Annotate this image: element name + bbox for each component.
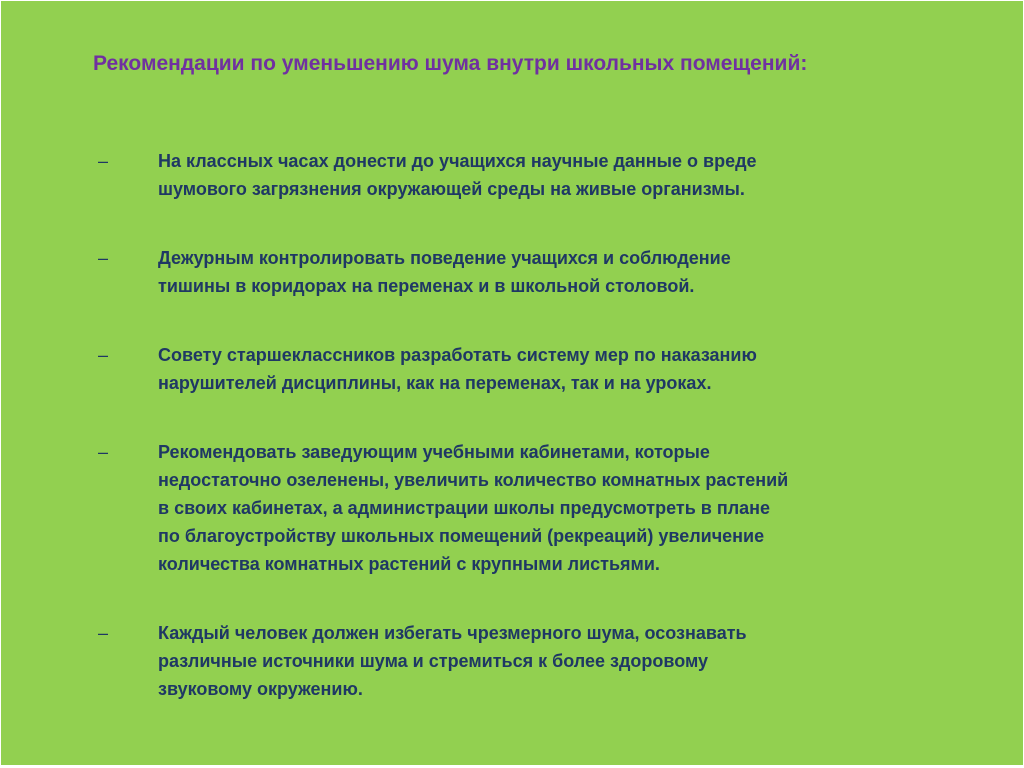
list-item — [1, 341, 1001, 397]
list-item — [1, 147, 1001, 203]
list-item-text: Дежурным контролировать поведение учащихся и соблюдение тишины в коридорах на переменах и в школьной столовой. — [158, 248, 731, 296]
list-item-text: Каждый человек должен избегать чрезмерного шума, осознавать различные источники шума и стремиться к более здоровому звуковому окружению. — [158, 623, 747, 699]
list-item — [1, 619, 1001, 703]
list-item-text: Совету старшеклассников разработать систему мер по наказанию нарушителей дисциплины, как на переменах, так и на уроках. — [158, 345, 757, 393]
slide-title: Рекомендации по уменьшению шума внутри школьных помещений: — [93, 52, 808, 75]
dash-bullet: – — [98, 623, 109, 643]
list-item-text: Рекомендовать заведующим учебными кабинетами, которые недостаточно озеленены, увеличить количество комнатных растений в своих кабинетах, а администрации школы предусмотреть в плане по благоустройству школьных помещений (рекреаций) увеличение количества комнатных растений с крупными листьями. — [158, 442, 789, 574]
dash-bullet: – — [98, 248, 109, 268]
recommendation-list — [1, 147, 1001, 744]
list-item — [1, 244, 1001, 300]
dash-bullet: – — [98, 151, 109, 171]
dash-bullet: – — [98, 345, 109, 365]
list-item — [1, 438, 1001, 578]
list-item-text: На классных часах донести до учащихся научные данные о вреде шумового загрязнения окружающей среды на живые организмы. — [158, 151, 757, 199]
slide — [1, 1, 1023, 765]
dash-bullet: – — [98, 442, 109, 462]
